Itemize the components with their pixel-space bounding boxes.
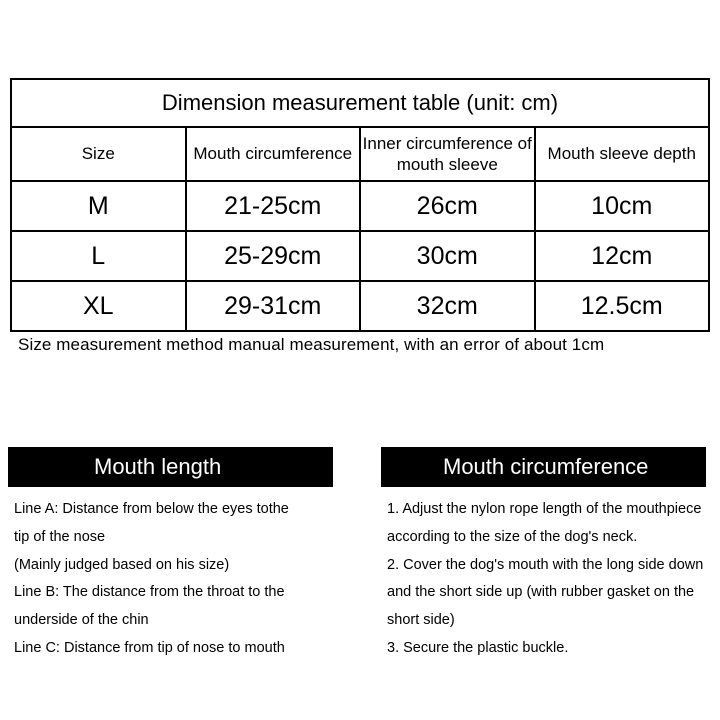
panel-line: according to the size of the dog's neck. [387, 528, 638, 545]
panel-body-mouth-length [8, 487, 333, 662]
panel-line: 3. Secure the plastic buckle. [387, 639, 569, 656]
panel-line: (Mainly judged based on his size) [14, 556, 230, 573]
table-row [11, 181, 709, 231]
cell-depth-m: 10cm [535, 181, 710, 231]
table-title-row [11, 79, 709, 127]
panel-heading-mouth-circumference: Mouth circumference [381, 447, 706, 487]
panel-line: tip of the nose [14, 528, 106, 545]
panel-line: 2. Cover the dog's mouth with the long side down [387, 556, 704, 573]
panel-line: Line B: The distance from the throat to the [14, 584, 285, 601]
cell-inner-l: 30cm [360, 231, 535, 281]
dimension-table-container [10, 78, 710, 332]
panel-heading-mouth-length: Mouth length [8, 447, 333, 487]
header-size: Size [11, 127, 186, 181]
panel-mouth-circumference [381, 447, 706, 664]
panel-line: Line C: Distance from tip of nose to mouth [14, 639, 285, 656]
panel-line: and the short side up (with rubber gasket on the [387, 584, 695, 601]
panel-line: short side) [387, 612, 455, 629]
header-inner-circumference: Inner circumference of mouth sleeve [360, 127, 535, 181]
cell-size-xl: XL [11, 281, 186, 331]
cell-size-m: M [11, 181, 186, 231]
cell-depth-xl: 12.5cm [535, 281, 710, 331]
cell-inner-xl: 32cm [360, 281, 535, 331]
cell-size-l: L [11, 231, 186, 281]
panel-line: Line A: Distance from below the eyes tothe [14, 501, 289, 517]
table-header-row [11, 127, 709, 181]
cell-mouth-l: 25-29cm [186, 231, 361, 281]
measurement-note: Size measurement method manual measurement, with an error of about 1cm [18, 335, 605, 354]
table-title: Dimension measurement table (unit: cm) [11, 79, 709, 127]
cell-mouth-xl: 29-31cm [186, 281, 361, 331]
panel-line: 1. Adjust the nylon rope length of the mouthpiece [387, 501, 702, 517]
header-mouth-sleeve-depth: Mouth sleeve depth [535, 127, 710, 181]
cell-depth-l: 12cm [535, 231, 710, 281]
panel-line: underside of the chin [14, 612, 149, 629]
dimension-measurement-table [10, 78, 710, 332]
panel-mouth-length [8, 447, 333, 664]
cell-mouth-m: 21-25cm [186, 181, 361, 231]
header-mouth-circumference: Mouth circumference [186, 127, 361, 181]
table-row [11, 281, 709, 331]
panel-body-mouth-circumference [381, 487, 706, 662]
cell-inner-m: 26cm [360, 181, 535, 231]
table-row [11, 231, 709, 281]
